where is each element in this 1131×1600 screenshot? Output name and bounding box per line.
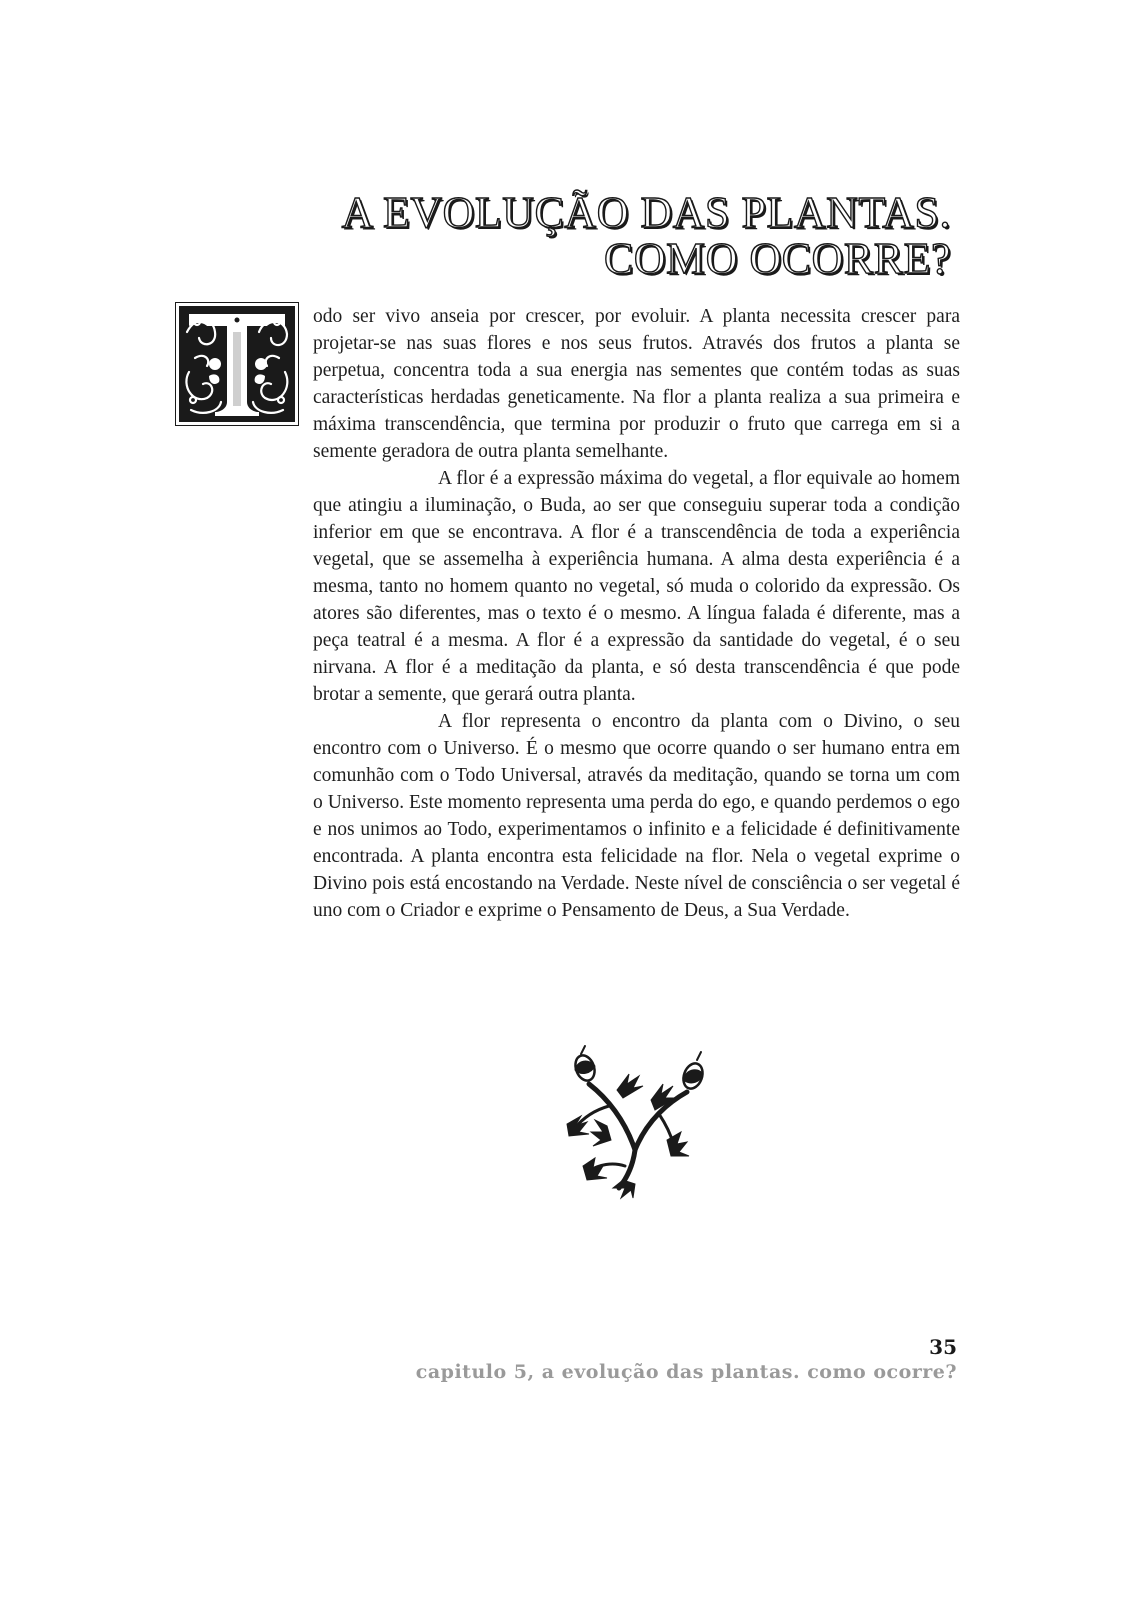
page-number: 35	[929, 1335, 957, 1359]
paragraph-3: A flor representa o encontro da planta com o Divino, o seu encontro com o Universo. É o mesmo que ocorre quando o ser humano entra em comunhão com o Todo Universal, através da meditação, quando se torna um com o Universo. Este momento representa uma perda do ego, e quando perdemos o ego e nos unimos ao Todo, experimentamos o infinito e a felicidade é definitivamente encontrada. A planta encontra esta felicidade na flor. Nela o vegetal exprime o Divino pois está encostando na Verdade. Neste nível de consciência o ser vegetal é uno com o Criador e exprime o Pensamento de Deus, a Sua Verdade.	[313, 711, 960, 921]
paragraph-2: A flor é a expressão máxima do vegetal, a flor equivale ao homem que atingiu a iluminação, o Buda, ao ser que conseguiu superar toda a condição inferior em que se encontrava. A flor é a transcendência de toda a experiência vegetal, que se assemelha à experiência humana. A alma desta experiência é a mesma, tanto no homem quanto no vegetal, só muda o colorido da expressão. Os atores são diferentes, mas o texto é o mesmo. A língua falada é diferente, mas a peça teatral é a mesma. A flor é a expressão da santidade do vegetal, é o seu nirvana. A flor é a meditação da planta, e só desta transcendência é que pode brotar a semente, que gerará outra planta.	[313, 468, 960, 705]
body-text	[313, 303, 960, 924]
chapter-title-line-2: COMO OCORRE?	[603, 234, 951, 283]
paragraph-1: odo ser vivo anseia por crescer, por evoluir. A planta necessita crescer para projetar-se nas suas flores e nos seus frutos. Através dos frutos a planta se perpetua, concentra toda a sua energia nas sementes que contém todas as suas características herdadas geneticamente. Na flor a planta realiza a sua primeira e máxima transcendência, que termina por produzir o fruto que carrega em si a semente geradora de outra planta semelhante.	[313, 306, 960, 462]
acorn-holly-ornament-icon	[555, 1040, 725, 1200]
chapter-title-line-1: A EVOLUÇÃO DAS PLANTAS.	[341, 188, 951, 237]
running-footer: capitulo 5, a evolução das plantas. como ocorre?	[415, 1361, 957, 1383]
chapter-title	[251, 190, 951, 282]
ornate-dropcap-t-icon	[175, 302, 299, 426]
